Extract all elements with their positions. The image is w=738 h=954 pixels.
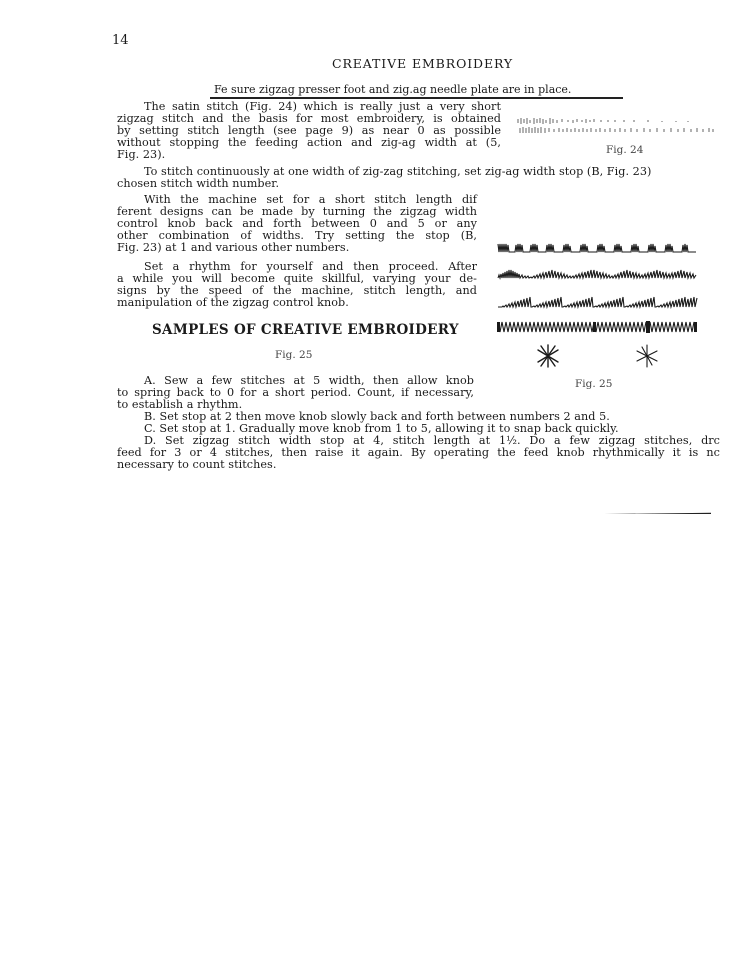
pattern-row-c: [498, 297, 697, 307]
step-line: to spring back to 0 for a short period. Count, if necessary,: [117, 386, 474, 399]
pattern-row-b: [498, 270, 696, 278]
designs-line: other combination of widths. Try setting the stop (B,: [117, 229, 477, 242]
rhythm-line: signs by the speed of the machine, stitch length, and: [117, 284, 477, 297]
footer-rule: [604, 512, 711, 514]
step-line: necessary to count stitches.: [117, 458, 277, 471]
pattern-row-a: [498, 244, 696, 252]
stitch-patterns-figure: [494, 234, 704, 344]
intro-line: by setting stitch length (see page 9) as near 0 as possible: [117, 124, 501, 137]
samples-heading: SAMPLES OF CREATIVE EMBROIDERY: [152, 322, 459, 338]
samples-fig-label: Fig. 25: [275, 349, 313, 361]
intro-line: The satin stitch (Fig. 24) which is really just a very short: [144, 100, 501, 113]
star-motif-icon: [636, 344, 658, 368]
step-line: to establish a rhythm.: [117, 398, 243, 411]
star-motif-icon: [536, 344, 560, 368]
note-underline: [210, 97, 623, 99]
fig-24-label: Fig. 24: [606, 144, 644, 156]
step-line: B. Set stop at 2 then move knob slowly back and forth between numbers 2 and 5.: [144, 410, 610, 423]
rhythm-line: a while you will become quite skillful, varying your de-: [117, 272, 477, 285]
page-title: CREATIVE EMBROIDERY: [332, 56, 514, 71]
designs-line: control knob back and forth between 0 and 5 or any: [117, 217, 477, 230]
fig-25-label: Fig. 25: [575, 378, 613, 390]
page-number: 14: [112, 33, 129, 48]
continuous-line: To stitch continuously at one width of zig-zag stitching, set zig-ag width stop (B, Fig. 23): [144, 165, 652, 178]
designs-line: Fig. 23) at 1 and various other numbers.: [117, 241, 350, 254]
step-line: A. Sew a few stitches at 5 width, then allow knob: [144, 374, 474, 387]
setup-note: Fe sure zigzag presser foot and zig.ag needle plate are in place.: [214, 83, 572, 96]
step-line: C. Set stop at 1. Gradually move knob from 1 to 5, allowing it to snap back quickly.: [144, 422, 619, 435]
satin-stitch-figure: [516, 116, 716, 136]
step-line: feed for 3 or 4 stitches, then raise it again. By operating the feed knob rhythmically it is nc: [117, 446, 720, 459]
intro-line: without stopping the feeding action and zig-ag width at (5,: [117, 136, 501, 149]
continuous-line: chosen stitch width number.: [117, 177, 280, 190]
designs-line: ferent designs can be made by turning the zigzag width: [117, 205, 477, 218]
rhythm-line: manipulation of the zigzag control knob.: [117, 296, 349, 309]
rhythm-line: Set a rhythm for yourself and then proceed. After: [144, 260, 477, 273]
step-line: D. Set zigzag stitch width stop at 4, stitch length at 1½. Do a few zigzag stitches, drc: [144, 434, 720, 447]
designs-line: With the machine set for a short stitch length dif: [144, 193, 477, 206]
pattern-row-d: [498, 322, 696, 332]
intro-line: Fig. 23).: [117, 148, 166, 161]
intro-line: zigzag stitch and the basis for most embroidery, is obtained: [117, 112, 501, 125]
